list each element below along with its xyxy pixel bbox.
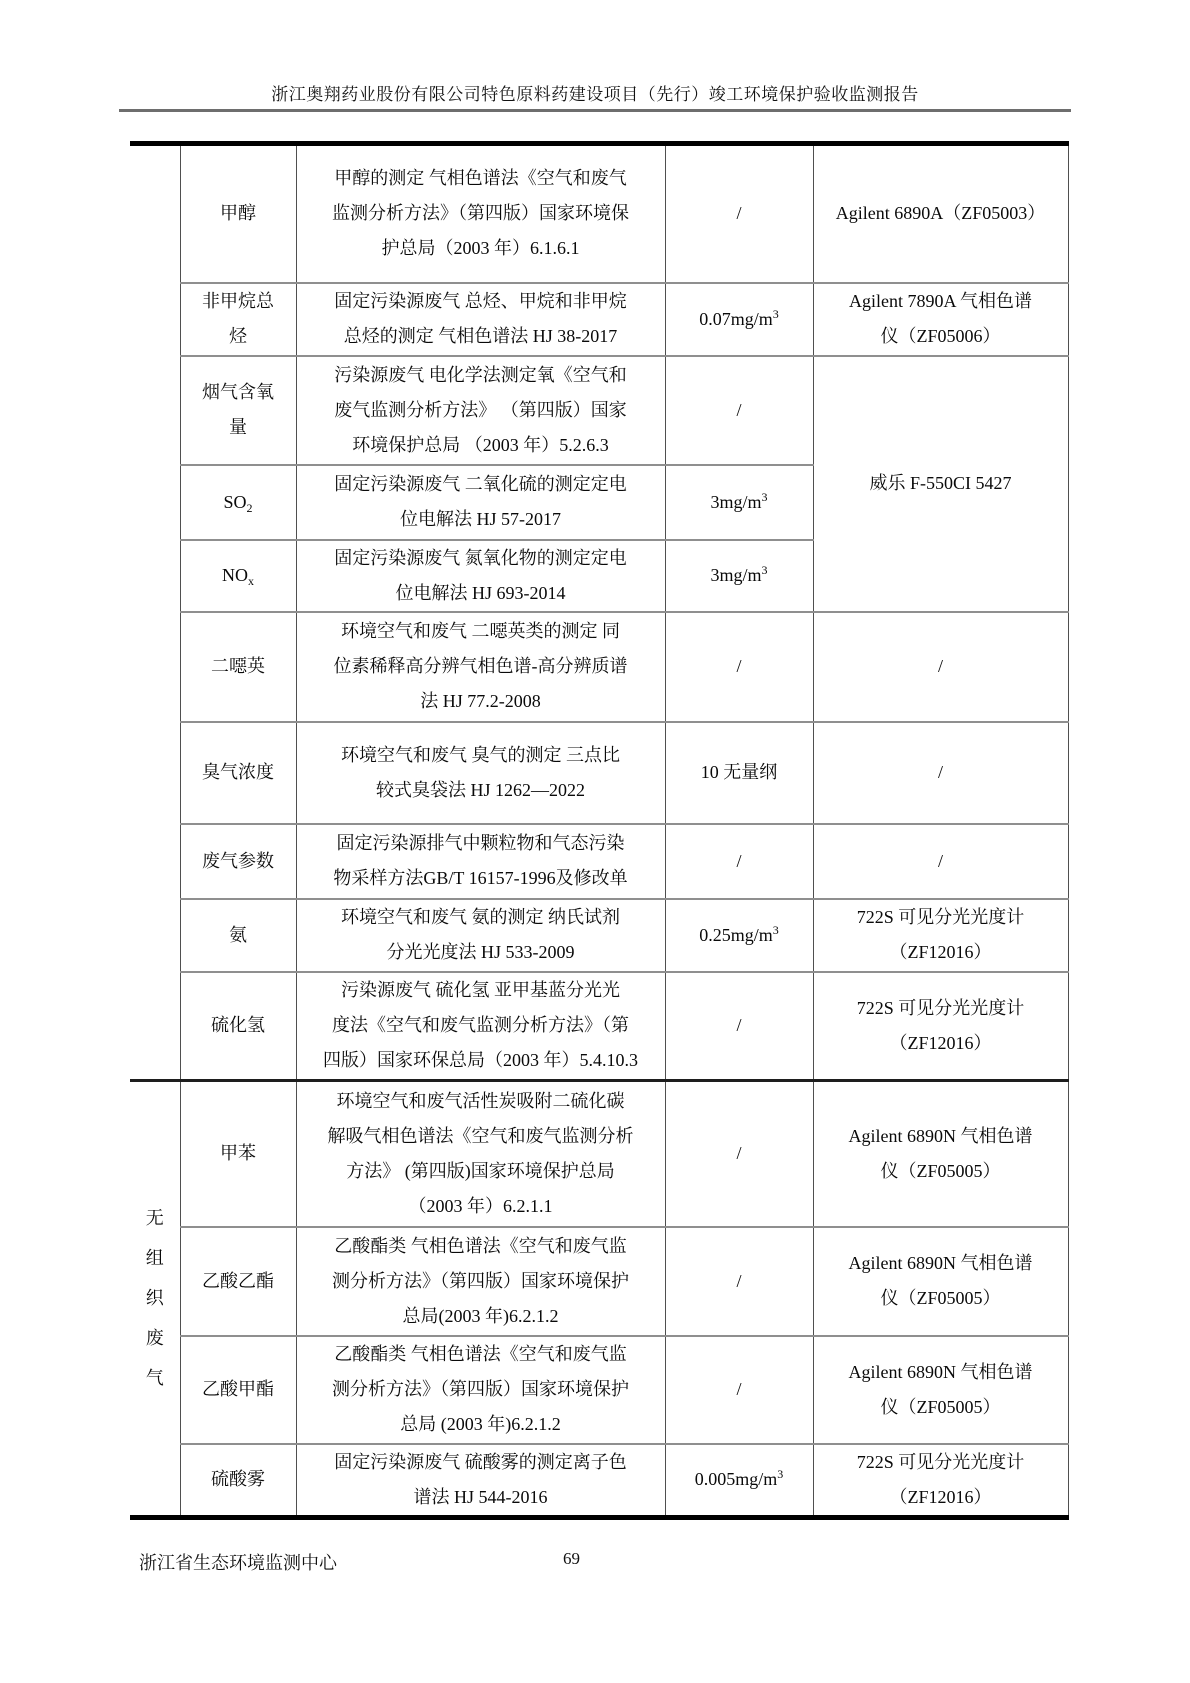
table-row [130, 899, 1068, 972]
param-cell: 臭气浓度 [180, 722, 296, 824]
footer-organization: 浙江省生态环境监测中心 [139, 1553, 337, 1573]
table-row [130, 144, 1068, 283]
method-cell: 乙酸酯类 气相色谱法《空气和废气监 测分析方法》（第四版）国家环境保护 总局(2003 年)6.2.1.2 [296, 1227, 665, 1336]
param-cell: 硫酸雾 [180, 1444, 296, 1518]
instrument-cell: 722S 可见分光光度计 （ZF12016） [813, 972, 1068, 1081]
limit-cell: $3mg/m^3$ [665, 540, 813, 612]
limit-cell: / [665, 612, 813, 722]
table-row [130, 1444, 1068, 1518]
monitoring-table-body [130, 144, 1068, 1518]
instrument-cell: / [813, 612, 1068, 722]
param-cell: 硫化氢 [180, 972, 296, 1081]
method-cell: 环境空气和废气活性炭吸附二硫化碳 解吸气相色谱法《空气和废气监测分析 方法》 (第四版)国家环境保护总局 （2003 年）6.2.1.1 [296, 1081, 665, 1227]
method-cell: 固定污染源废气 总烃、甲烷和非甲烷 总烃的测定 气相色谱法 HJ 38-2017 [296, 283, 665, 356]
table-row [130, 972, 1068, 1081]
limit-cell: $0.07mg/m^3$ [665, 283, 813, 356]
param-cell: 二噁英 [180, 612, 296, 722]
limit-cell: / [665, 972, 813, 1081]
method-cell: 环境空气和废气 二噁英类的测定 同 位素稀释高分辨气相色谱-高分辨质谱 法 HJ 77.2-2008 [296, 612, 665, 722]
param-cell: $SO_2$ [180, 465, 296, 540]
instrument-cell: Agilent 6890N 气相色谱 仪（ZF05005） [813, 1227, 1068, 1336]
table-row [130, 722, 1068, 824]
footer-page-number: 69 [563, 1549, 580, 1568]
instrument-cell: Agilent 7890A 气相色谱 仪（ZF05006） [813, 283, 1068, 356]
method-cell: 环境空气和废气 氨的测定 纳氏试剂 分光光度法 HJ 533-2009 [296, 899, 665, 972]
param-cell: 乙酸甲酯 [180, 1336, 296, 1444]
method-cell: 固定污染源废气 硫酸雾的测定离子色 谱法 HJ 544-2016 [296, 1444, 665, 1518]
table-row [130, 356, 1068, 465]
limit-cell: $3mg/m^3$ [665, 465, 813, 540]
limit-cell: / [665, 824, 813, 899]
table-row [130, 612, 1068, 722]
method-cell: 乙酸酯类 气相色谱法《空气和废气监 测分析方法》（第四版）国家环境保护 总局 (2003 年)6.2.1.2 [296, 1336, 665, 1444]
limit-cell: $0.005mg/m^3$ [665, 1444, 813, 1518]
instrument-cell: / [813, 722, 1068, 824]
limit-cell: / [665, 1081, 813, 1227]
instrument-cell: / [813, 824, 1068, 899]
param-cell: 烟气含氧 量 [180, 356, 296, 465]
instrument-cell: Agilent 6890N 气相色谱 仪（ZF05005） [813, 1081, 1068, 1227]
instrument-cell: 722S 可见分光光度计 （ZF12016） [813, 899, 1068, 972]
method-cell: 甲醇的测定 气相色谱法《空气和废气 监测分析方法》（第四版）国家环境保 护总局（2003 年）6.1.6.1 [296, 144, 665, 283]
header-rule [119, 109, 1071, 112]
method-cell: 固定污染源排气中颗粒物和气态污染 物采样方法GB/T 16157-1996及修改单 [296, 824, 665, 899]
table-row [130, 1336, 1068, 1444]
param-cell: 甲苯 [180, 1081, 296, 1227]
table-row [130, 1227, 1068, 1336]
param-cell: $NO_x$ [180, 540, 296, 612]
limit-cell: 10 无量纲 [665, 722, 813, 824]
param-cell: 废气参数 [180, 824, 296, 899]
param-cell: 甲醇 [180, 144, 296, 283]
limit-cell: / [665, 1227, 813, 1336]
param-cell: 乙酸乙酯 [180, 1227, 296, 1336]
instrument-cell: 威乐 F-550CI 5427 [813, 356, 1068, 612]
report-header-title: 浙江奥翔药业股份有限公司特色原料药建设项目（先行）竣工环境保护验收监测报告 [271, 85, 919, 104]
method-cell: 固定污染源废气 二氧化硫的测定定电 位电解法 HJ 57-2017 [296, 465, 665, 540]
param-cell: 非甲烷总 烃 [180, 283, 296, 356]
method-cell: 污染源废气 电化学法测定氧《空气和 废气监测分析方法》 （第四版）国家 环境保护总局 （2003 年）5.2.6.3 [296, 356, 665, 465]
category-cell: 无 组 织 废 气 [130, 1081, 180, 1518]
table-row [130, 824, 1068, 899]
param-cell: 氨 [180, 899, 296, 972]
instrument-cell: 722S 可见分光光度计 （ZF12016） [813, 1444, 1068, 1518]
category-cell [130, 144, 180, 1081]
limit-cell: $0.25mg/m^3$ [665, 899, 813, 972]
method-cell: 固定污染源废气 氮氧化物的测定定电 位电解法 HJ 693-2014 [296, 540, 665, 612]
monitoring-methods-table [130, 141, 1069, 1520]
table-row [130, 1081, 1068, 1227]
instrument-cell: Agilent 6890A（ZF05003） [813, 144, 1068, 283]
limit-cell: / [665, 1336, 813, 1444]
limit-cell: / [665, 356, 813, 465]
limit-cell: / [665, 144, 813, 283]
instrument-cell: Agilent 6890N 气相色谱 仪（ZF05005） [813, 1336, 1068, 1444]
table-row [130, 283, 1068, 356]
method-cell: 环境空气和废气 臭气的测定 三点比 较式臭袋法 HJ 1262—2022 [296, 722, 665, 824]
method-cell: 污染源废气 硫化氢 亚甲基蓝分光光 度法《空气和废气监测分析方法》（第 四版）国家环保总局（2003 年）5.4.10.3 [296, 972, 665, 1081]
